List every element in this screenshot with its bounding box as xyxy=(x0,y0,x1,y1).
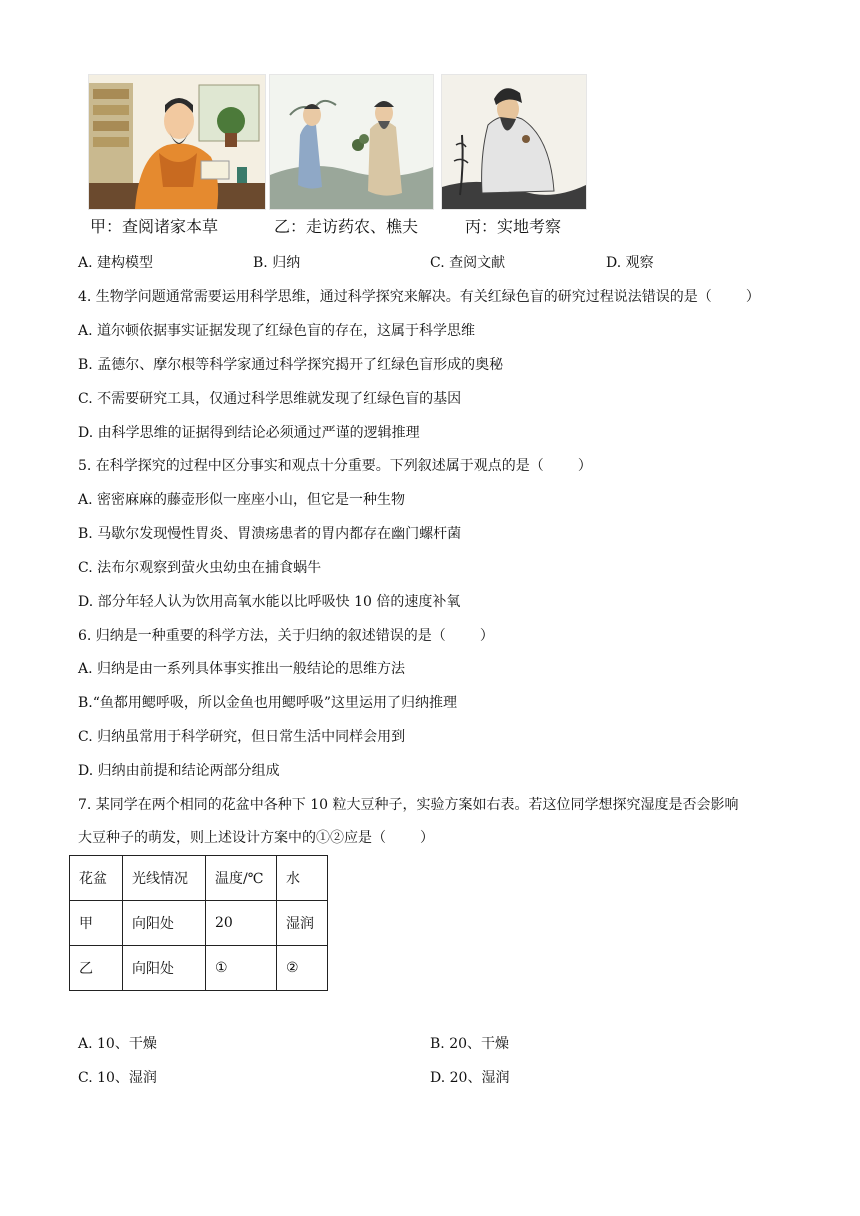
q5-option-b: B. 马歇尔发现慢性胃炎、胃溃疡患者的胃内都存在幽门螺杆菌 xyxy=(78,526,462,542)
table-header-cell: 花盆 xyxy=(70,856,123,901)
q6-option-b: B.“鱼都用鳃呼吸，所以金鱼也用鳃呼吸”这里运用了归纳推理 xyxy=(78,695,458,711)
table-row xyxy=(70,901,328,946)
q5-option-a: A. 密密麻麻的藤壶形似一座座小山，但它是一种生物 xyxy=(78,492,406,508)
table-cell: 向阳处 xyxy=(123,901,206,946)
table-cell: 乙 xyxy=(70,946,123,991)
q4-option-b: B. 孟德尔、摩尔根等科学家通过科学探究揭开了红绿色盲形成的奥秘 xyxy=(78,357,504,373)
illustration-yi xyxy=(269,74,434,210)
q7-stem-line2: 大豆种子的萌发，则上述设计方案中的①②应是（ ） xyxy=(78,830,434,846)
field-observation-image xyxy=(442,75,586,209)
table-cell: 湿润 xyxy=(277,901,328,946)
q4-option-c: C. 不需要研究工具，仅通过科学思维就发现了红绿色盲的基因 xyxy=(78,391,462,407)
q3-option-a: A. 建构模型 xyxy=(78,255,154,271)
table-header-cell: 水 xyxy=(277,856,328,901)
illustration-row xyxy=(88,74,588,240)
q5-option-d: D. 部分年轻人认为饮用高氧水能以比呼吸快 10 倍的速度补氧 xyxy=(78,594,461,610)
visiting-farmers-image xyxy=(270,75,433,209)
q7-option-d: D. 20、湿润 xyxy=(430,1070,510,1086)
table-header-row xyxy=(70,856,328,901)
experiment-table xyxy=(69,855,328,991)
q4-option-d: D. 由科学思维的证据得到结论必须通过严谨的逻辑推理 xyxy=(78,425,420,441)
table-cell: 向阳处 xyxy=(123,946,206,991)
q3-option-d: D. 观察 xyxy=(606,255,654,271)
caption-yi: 乙：走访药农、樵夫 xyxy=(274,217,419,236)
table-cell: ② xyxy=(277,946,328,991)
illustration-bing xyxy=(441,74,587,210)
q5-stem: 5. 在科学探究的过程中区分事实和观点十分重要。下列叙述属于观点的是（ ） xyxy=(78,458,592,474)
caption-bing: 丙：实地考察 xyxy=(465,217,562,236)
q4-option-a: A. 道尔顿依据事实证据发现了红绿色盲的存在，这属于科学思维 xyxy=(78,323,476,339)
q6-option-c: C. 归纳虽常用于科学研究，但日常生活中同样会用到 xyxy=(78,729,406,745)
table-cell: ① xyxy=(206,946,277,991)
q6-stem: 6. 归纳是一种重要的科学方法，关于归纳的叙述错误的是（ ） xyxy=(78,628,494,644)
q3-option-b: B. 归纳 xyxy=(253,255,301,271)
table-cell: 20 xyxy=(206,901,277,946)
table-cell: 甲 xyxy=(70,901,123,946)
q7-option-a: A. 10、干燥 xyxy=(78,1036,157,1052)
table-header-cell: 光线情况 xyxy=(123,856,206,901)
table-header-cell: 温度/℃ xyxy=(206,856,277,901)
q6-option-d: D. 归纳由前提和结论两部分组成 xyxy=(78,763,280,779)
q6-option-a: A. 归纳是由一系列具体事实推出一般结论的思维方法 xyxy=(78,661,406,677)
q7-stem-line1: 7. 某同学在两个相同的花盆中各种下 10 粒大豆种子，实验方案如右表。若这位同学想探究湿度是否会影响 xyxy=(78,797,739,813)
illustration-jia xyxy=(88,74,266,210)
caption-jia: 甲：查阅诸家本草 xyxy=(90,217,219,236)
q4-stem: 4. 生物学问题通常需要运用科学思维，通过科学探究来解决。有关红绿色盲的研究过程说法错误的是（ ） xyxy=(78,289,760,305)
q5-option-c: C. 法布尔观察到萤火虫幼虫在捕食蜗牛 xyxy=(78,560,322,576)
q7-option-b: B. 20、干燥 xyxy=(430,1036,510,1052)
scholar-reading-image xyxy=(89,75,265,209)
q7-option-c: C. 10、湿润 xyxy=(78,1070,157,1086)
q3-option-c: C. 查阅文献 xyxy=(430,255,506,271)
table-row xyxy=(70,946,328,991)
